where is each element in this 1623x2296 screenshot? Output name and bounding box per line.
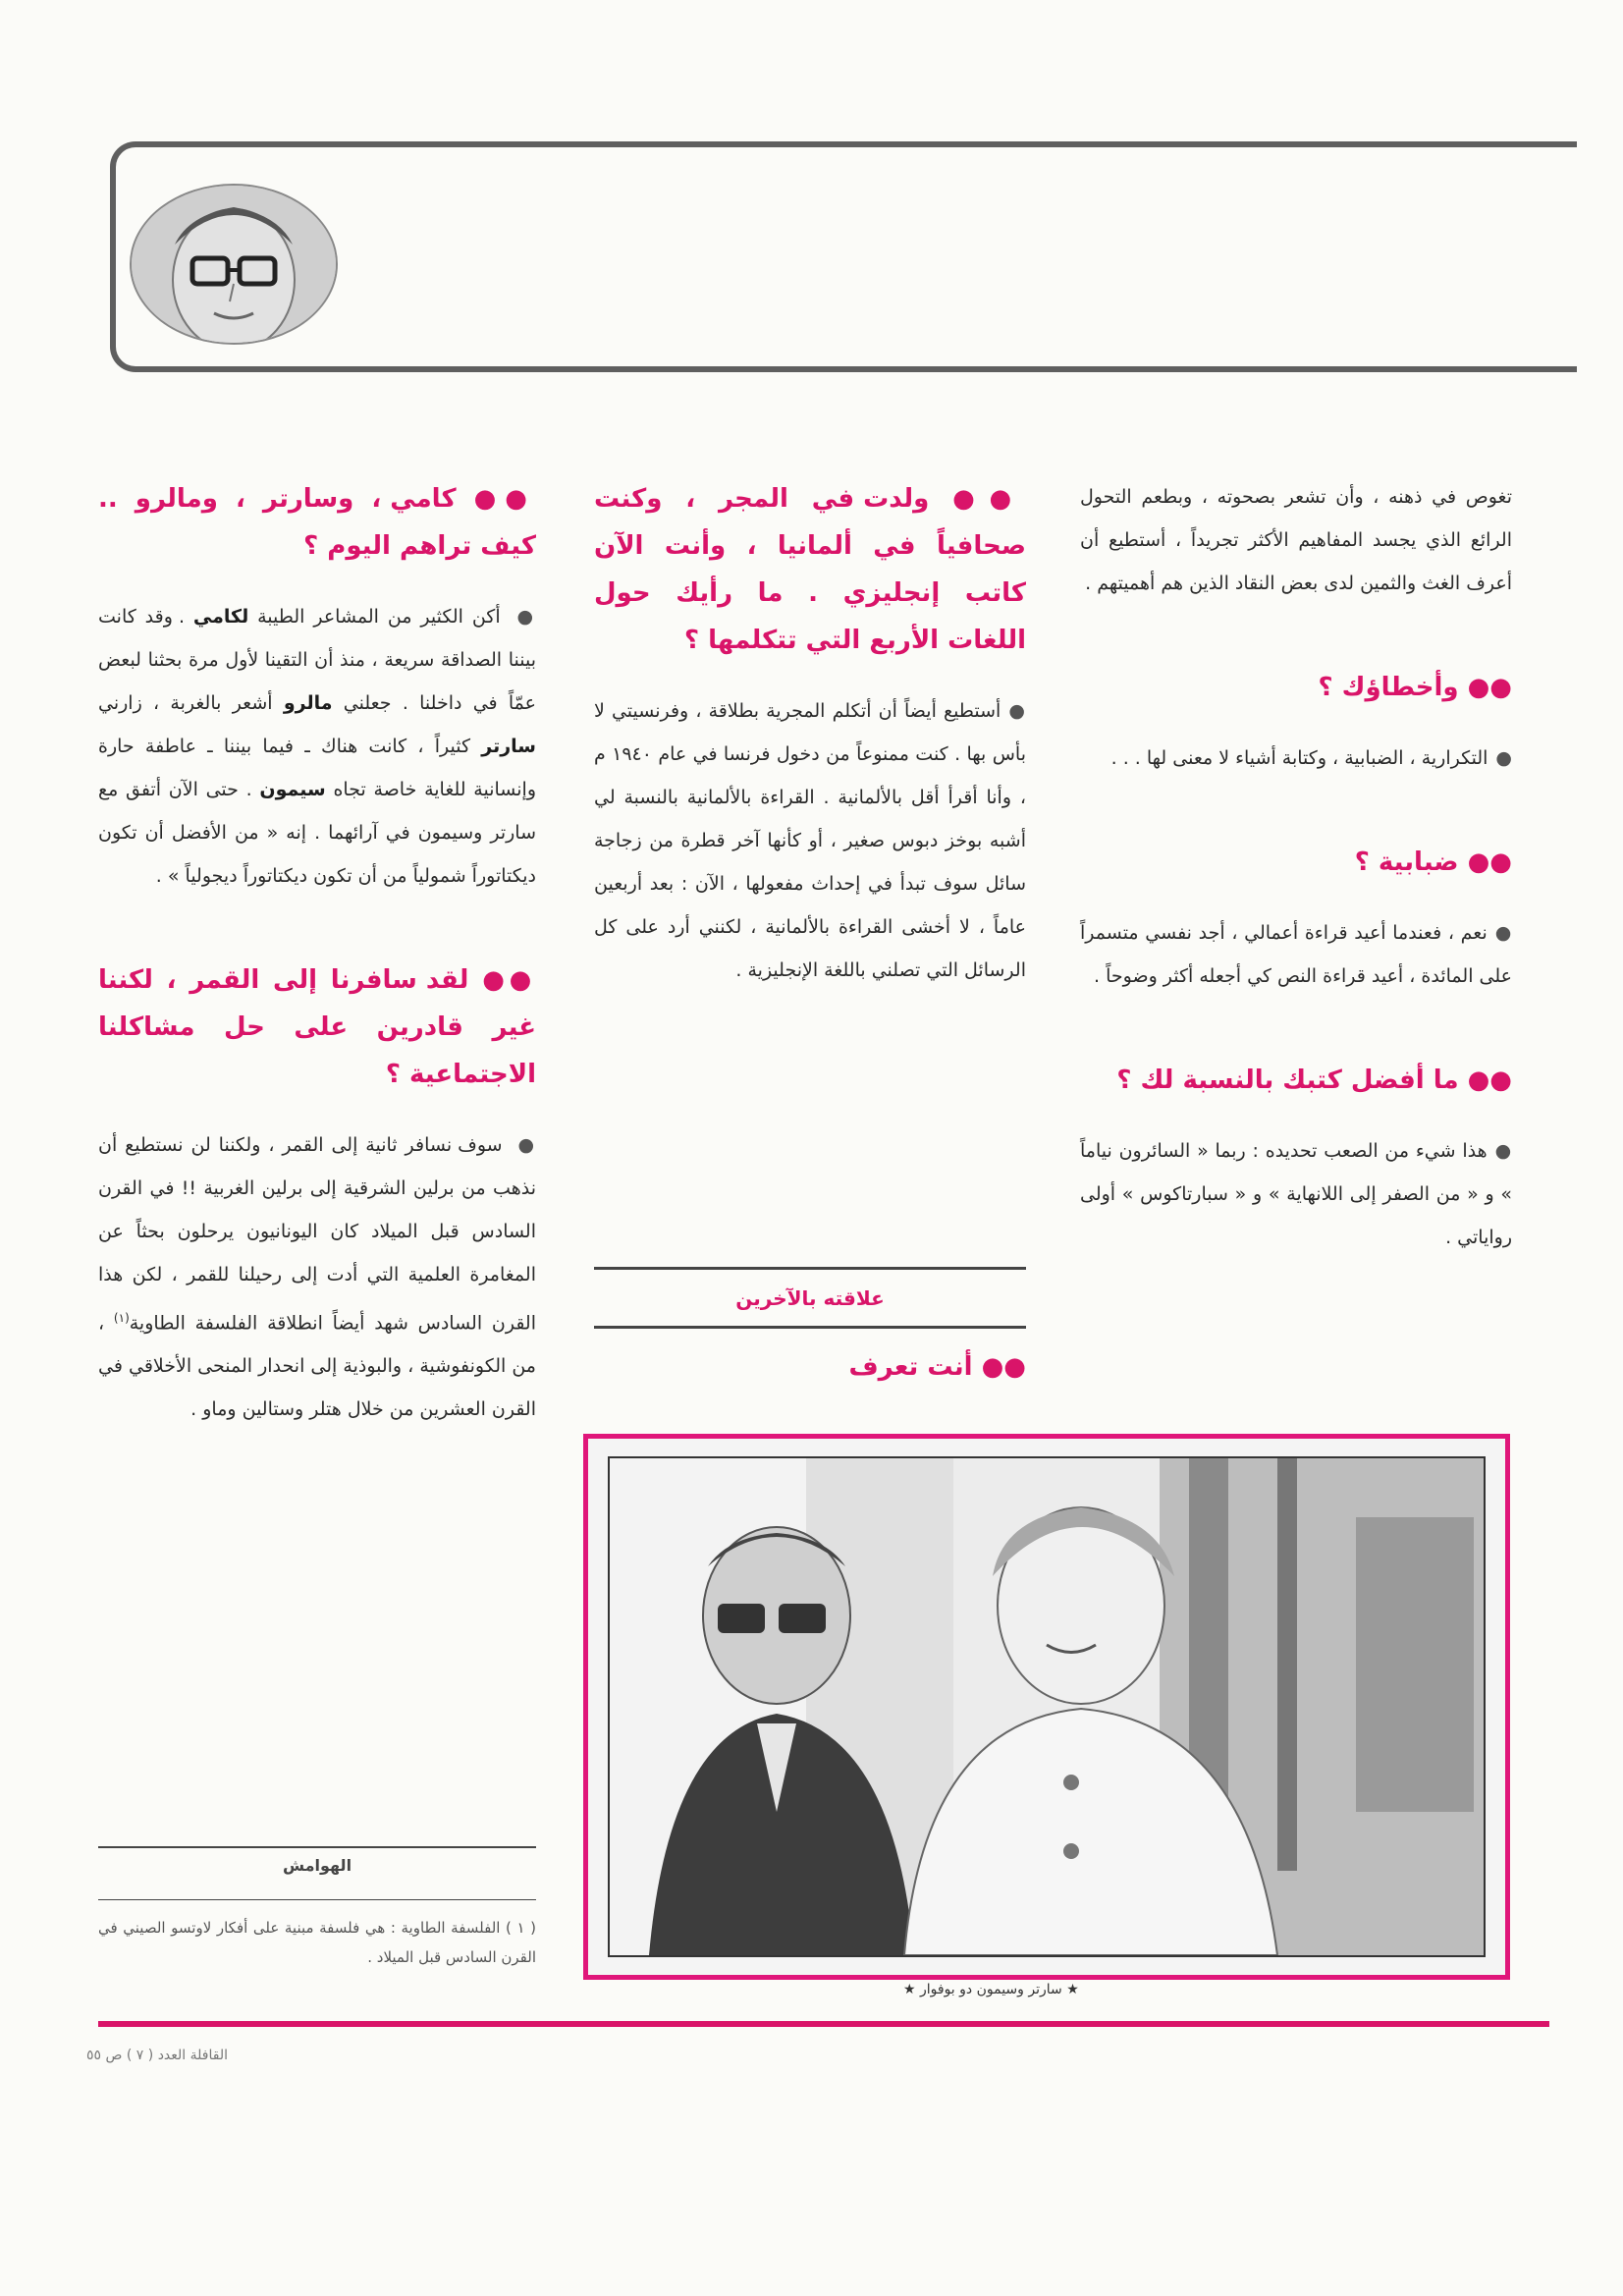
answer-camus-sartre-malraux: ● أكن الكثير من المشاعر الطيبة لكامي . وقد كانت بيننا الصداقة سريعة ، منذ أن التقينا لأول مرة بحثنا لبعض عمّاً في داخلنا . جعلني مالرو أشعر بالغربة ، زارني سارتر كثيراً ، كانت هناك ـ فيما بيننا ـ عاطفة حارة وإنسانية للغاية خاصة تجاه سيمون . حتى الآن أتفق مع سارتر وسيمون في آرائهما . إنه « من الأفضل أن تكون ديكتاتوراً شمولياً من أن تكون ديكتاتوراً ديجولياً » .: [98, 606, 537, 887]
column-right: [1080, 475, 1512, 1318]
question-best-books: ●● ما أفضل كتبك بالنسبة لك ؟: [1116, 1066, 1512, 1095]
question-mistakes: ●● وأخطاؤك ؟: [1318, 673, 1512, 702]
answer-languages: ●أستطيع أيضاً أن أتكلم المجرية بطلاقة ، وفرنسيتي لا بأس بها . كنت ممنوعاً من دخول فرنسا في عام ١٩٤٠ م ، وأنا أقرأ أقل بالألمانية . القراءة بالألمانية بالنسبة لي أشبه بوخز دبوس صغير ، أو كأنها آخر قطرة من زجاجة سائل سوف تبدأ في إحداث مفعولها ، الآن : بعد أربعين عاماً ، لا أخشى القراءة بالألمانية ، لكنني أرد على كل الرسائل التي تصلني باللغة الإنجليزية .: [594, 700, 1026, 981]
bullet-icon: ●: [1494, 922, 1512, 944]
section-label: علاقته بالآخرين: [735, 1286, 885, 1310]
bottom-accent-rule: [98, 2021, 1549, 2027]
bullet-icon: ●: [1008, 700, 1026, 722]
question-languages: ●● ولدت في المجر ، وكنت صحافياً في ألمانيا ، وأنت الآن كاتب إنجليزي . ما رأيك حول اللغات الأربع التي تتكلمها ؟: [594, 484, 1026, 655]
notes-title: الهوامش: [282, 1856, 352, 1875]
column-left: [98, 475, 536, 1490]
section-rule-top: [594, 1267, 1026, 1270]
bullet-dots-icon: ●●: [1467, 673, 1512, 702]
question-camus-sartre-malraux: ●● كامي ، وسارتر ، ومالرو .. كيف تراهم اليوم ؟: [98, 484, 536, 561]
answer-moon: ● سوف نسافر ثانية إلى القمر ، ولكننا لن نستطيع أن نذهب من برلين الشرقية إلى برلين الغربية !! في القرن السادس قبل الميلاد كان اليونانيون يرحلون بحثاً عن المغامرة العلمية التي أدت إلى رحيلنا للقمر ، لكن هذا القرن السادس شهد أيضاً انطلاقة الفلسفة الطاوية$^{(١)}$ ، من الكونفوشية ، والبوذية إلى انحدار المنحى الأخلاقي في القرن العشرين من خلال هتلر وستالين وماو .: [98, 1134, 536, 1421]
answer-mistakes: ●التكرارية ، الضبابية ، وكتابة أشياء لا معنى لها . . .: [1110, 747, 1512, 769]
bullet-icon: ●: [1495, 747, 1512, 769]
question-you-know: ●● أنت تعرف: [848, 1352, 1026, 1382]
page-footer: القافلة العدد ( ٧ ) ص ٥٥: [86, 2048, 228, 2063]
bullet-dots-icon: ●●: [1467, 847, 1512, 877]
photo-caption: ★ سارتر وسيمون دو بوفوار ★: [903, 1982, 1079, 1997]
intro-paragraph: تغوص في ذهنه ، وأن تشعر بصحوته ، وبطعم التحول الرائع الذي يجسد المفاهيم الأكثر تجريداً ، أستطيع أن أعرف الغث والثمين لدى بعض النقاد الذين هم أهميتهم .: [1080, 486, 1512, 594]
bullet-icon: ●: [517, 1134, 536, 1156]
bullet-dots-icon: ●●: [1467, 1066, 1512, 1095]
question-vagueness: ●● ضبابية ؟: [1354, 847, 1512, 877]
notes-rule: [98, 1846, 536, 1848]
section-rule-bottom: [594, 1326, 1026, 1329]
footnote-marker: (١): [113, 1311, 130, 1325]
column-middle: [594, 475, 1026, 1051]
answer-best-books: ●هذا شيء من الصعب تحديده : ربما « السائرون نياماً » و « من الصفر إلى اللانهاية » و « سبارتاكوس » أولى رواياتي .: [1080, 1140, 1512, 1248]
notes-rule-2: [98, 1899, 536, 1900]
question-moon: ●● لقد سافرنا إلى القمر ، لكننا غير قادرين على حل مشاكلنا الاجتماعية ؟: [98, 965, 536, 1089]
bullet-icon: ●: [1494, 1140, 1512, 1162]
photo-frame: [583, 1434, 1510, 1980]
bullet-icon: ●: [516, 606, 536, 628]
photo-sartre-beauvoir: [608, 1456, 1486, 1957]
bullet-dots-icon: ●●: [952, 484, 1026, 514]
bullet-dots-icon: ●●: [473, 484, 536, 514]
bullet-dots-icon: ●●: [482, 965, 536, 995]
author-portrait: [130, 184, 338, 345]
bullet-dots-icon: ●●: [981, 1352, 1026, 1382]
answer-vagueness: ●نعم ، فعندما أعيد قراءة أعمالي ، أجد نفسي متسمراً على المائدة ، أعيد قراءة النص كي أجعله أكثر وضوحاً .: [1080, 922, 1512, 987]
footnote: ( ١ ) الفلسفة الطاوية : هي فلسفة مبنية على أفكار لاوتسو الصيني في القرن السادس قبل الميلاد .: [98, 1919, 536, 1966]
